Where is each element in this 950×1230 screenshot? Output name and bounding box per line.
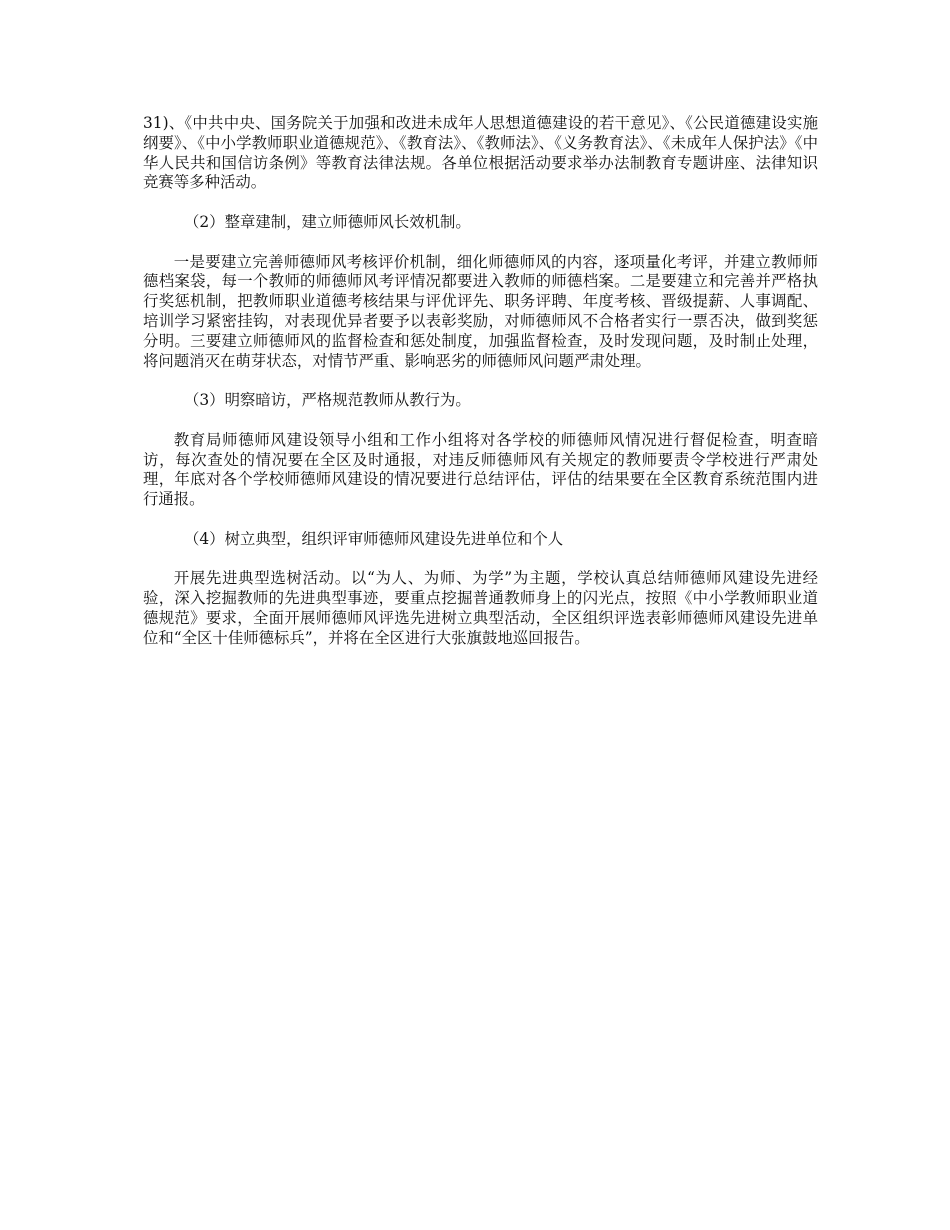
paragraph-inspection: 教育局师德师风建设领导小组和工作小组将对各学校的师德师风情况进行督促检查，明查暗访，每次查处的情况要在全区及时通报，对违反师德师风有关规定的教师要责令学校进行严肃处理，年底对各个学校师德师风建设的情况要进行总结评估，评估的结果要在全区教育系统范围内进行通报。 [143,430,818,509]
paragraph-evaluation-mechanism: 一是要建立完善师德师风考核评价机制，细化师德师风的内容，逐项量化考评，并建立教师师德档案袋，每一个教师的师德师风考评情况都要进入教师的师德档案。二是要建立和完善并严格执行奖惩机制，把教师职业道德考核结果与评优评先、职务评聘、年度考核、晋级提薪、人事调配、培训学习紧密挂钩，对表现优异者要予以表彰奖励，对师德师风不合格者实行一票否决，做到奖惩分明。三要建立师德师风的监督检查和惩处制度，加强监督检查，及时发现问题，及时制止处理，将问题消灭在萌芽状态，对情节严重、影响恶劣的师德师风问题严肃处理。 [143,252,818,370]
section-heading-2: （2）整章建制，建立师德师风长效机制。 [184,212,471,231]
section-heading-4: （4）树立典型，组织评审师德师风建设先进单位和个人 [184,529,564,548]
document-body [143,114,818,649]
section-heading-3: （3）明察暗访，严格规范教师从教行为。 [184,391,471,410]
paragraph-law-list: 31)、《中共中央、国务院关于加强和改进未成年人思想道德建设的若干意见》、《公民道德建设实施纲要》、《中小学教师职业道德规范》、《教育法》、《教师法》、《义务教育法》、《未成年人保护法》《中华人民共和国信访条例》等教育法律法规。各单位根据活动要求举办法制教育专题讲座、法律知识竞赛等多种活动。 [143,114,818,192]
paragraph-role-models: 开展先进典型选树活动。以“为人、为师、为学”为主题，学校认真总结师德师风建设先进经验，深入挖掘教师的先进典型事迹，要重点挖掘普通教师身上的闪光点，按照《中小学教师职业道德规范》要求，全面开展师德师风评选先进树立典型活动，全区组织评选表彰师德师风建设先进单位和“全区十佳师德标兵”，并将在全区进行大张旗鼓地巡回报告。 [143,569,818,647]
